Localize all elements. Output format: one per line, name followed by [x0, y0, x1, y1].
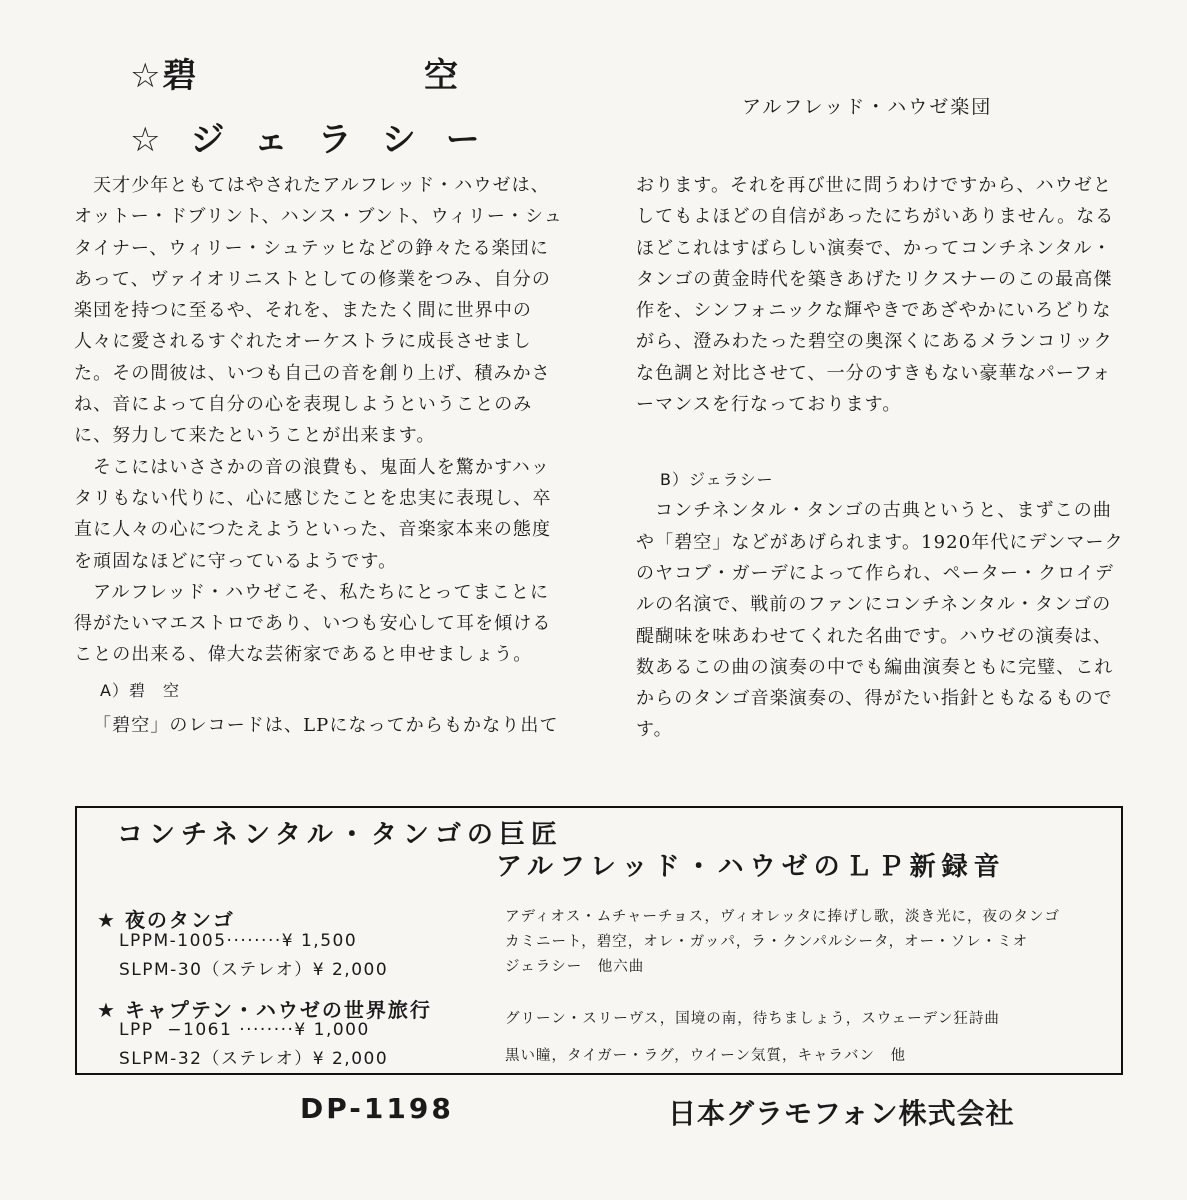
track-line-1b: カミニート，碧空，オレ・ガッパ，ラ・クンパルシータ，オー・ソレ・ミオ	[505, 934, 1029, 950]
lp-advertisement-box	[75, 806, 1123, 1075]
track-line-2b: 黒い瞳，タイガー・ラグ，ウイーン気質，キャラバン 他	[505, 1048, 906, 1064]
section-a-paragraph: 「碧空」のレコードは、LPになってからもかなり出て	[93, 714, 559, 736]
product-title-2	[97, 994, 432, 1023]
artist-name: アルフレッド・ハウゼ楽団	[742, 96, 993, 118]
track-line-2a: グリーン・スリーヴス，国境の南，待ちましょう，スウェーデン狂詩曲	[505, 1011, 1000, 1027]
catalog-line-1a: LPPM-1005········¥ 1,500	[119, 931, 358, 951]
right-column	[636, 170, 1126, 746]
product-name-1: 夜のタンゴ	[124, 908, 235, 932]
product-name-2: キャプテン・ハウゼの世界旅行	[124, 998, 432, 1022]
ad-heading-1: コンチネンタル・タンゴの巨匠	[117, 820, 563, 850]
intro-paragraph-2: そこにはいささかの音の浪費も、鬼面人を驚かすハッタリもない代りに、心に感じたことを忠実に表現し、卒直に人々の心につたえようといった、音楽家本来の態度を頑固なほどに守っているようです。	[74, 456, 552, 572]
catalog-line-2a: LPP −1061 ········¥ 1,000	[119, 1020, 370, 1040]
star-icon: ★	[97, 908, 117, 932]
product-title-1	[97, 904, 235, 933]
section-b-paragraph: コンチネンタル・タンゴの古典というと、まずこの曲や「碧空」などがあげられます。1920年代にデンマークのヤコブ・ガーデによって作られ、ペーター・クロイデルの名演で、戦前のファンにコンチネンタル・タンゴの醍醐味を味あわせてくれた名曲です。ハウゼの演奏は、数あるこの曲の演奏の中でも編曲演奏ともに完璧、これからのタンゴ音楽演奏の、得がたい指針ともなるものです。	[636, 500, 1124, 741]
section-a-continued: おります。それを再び世に問うわけですから、ハウゼとしてもよほどの自信があったにちがいありません。なるほどこれはすばらしい演奏で、かってコンチネンタル・タンゴの黄金時代を築きあげたリクスナーのこの最高傑作を、シンフォニックな輝やきであざやかにいろどりながら、澄みわたった碧空の奥深くにあるメランコリックな色調と対比させて、一分のすきもない豪華なパーフォーマンスを行なっております。	[636, 175, 1115, 416]
track-line-1a: アディオス・ムチャーチョス，ヴィオレッタに捧げし歌，淡き光に，夜のタンゴ	[505, 909, 1060, 925]
left-column	[74, 170, 566, 741]
title-aozora-second-char: 空	[424, 56, 460, 96]
section-b-heading: B）ジェラシー	[660, 470, 774, 490]
intro-paragraph-3: アルフレッド・ハウゼこそ、私たちにとってまことに得がたいマエストロであり、いつも安心して耳を傾けることの出来る、偉大な芸術家であると申せましょう。	[74, 581, 552, 666]
star-icon: ★	[97, 998, 117, 1022]
catalog-line-1b: SLPM-30（ステレオ）¥ 2,000	[119, 960, 389, 980]
title-jealousy: ☆ジェラシー	[130, 120, 510, 160]
catalog-number: DP-1198	[300, 1092, 454, 1125]
ad-heading-2: アルフレッド・ハウゼのＬＰ新録音	[496, 852, 1006, 882]
catalog-line-2b: SLPM-32（ステレオ）¥ 2,000	[119, 1049, 389, 1069]
section-a-heading: A）碧 空	[100, 680, 180, 700]
company-name: 日本グラモフォン株式会社	[668, 1097, 1015, 1130]
track-line-1c: ジェラシー 他六曲	[505, 959, 645, 975]
title-aozora-star-char: ☆碧	[130, 56, 199, 96]
title-aozora	[130, 48, 460, 97]
intro-paragraph-1: 天才少年ともてはやされたアルフレッド・ハウゼは、オットー・ドブリント、ハンス・ブント、ウィリー・シュタイナー、ウィリー・シュテッヒなどの錚々たる楽団にあって、ヴァイオリニストとしての修業をつみ、自分の楽団を持つに至るや、それを、またたく間に世界中の人々に愛されるすぐれたオーケストラに成長させました。その間彼は、いつも自己の音を創り上げ、積みかさね、音によって自分の心を表現しようということのみに、努力して来たということが出来ます。	[74, 175, 563, 447]
